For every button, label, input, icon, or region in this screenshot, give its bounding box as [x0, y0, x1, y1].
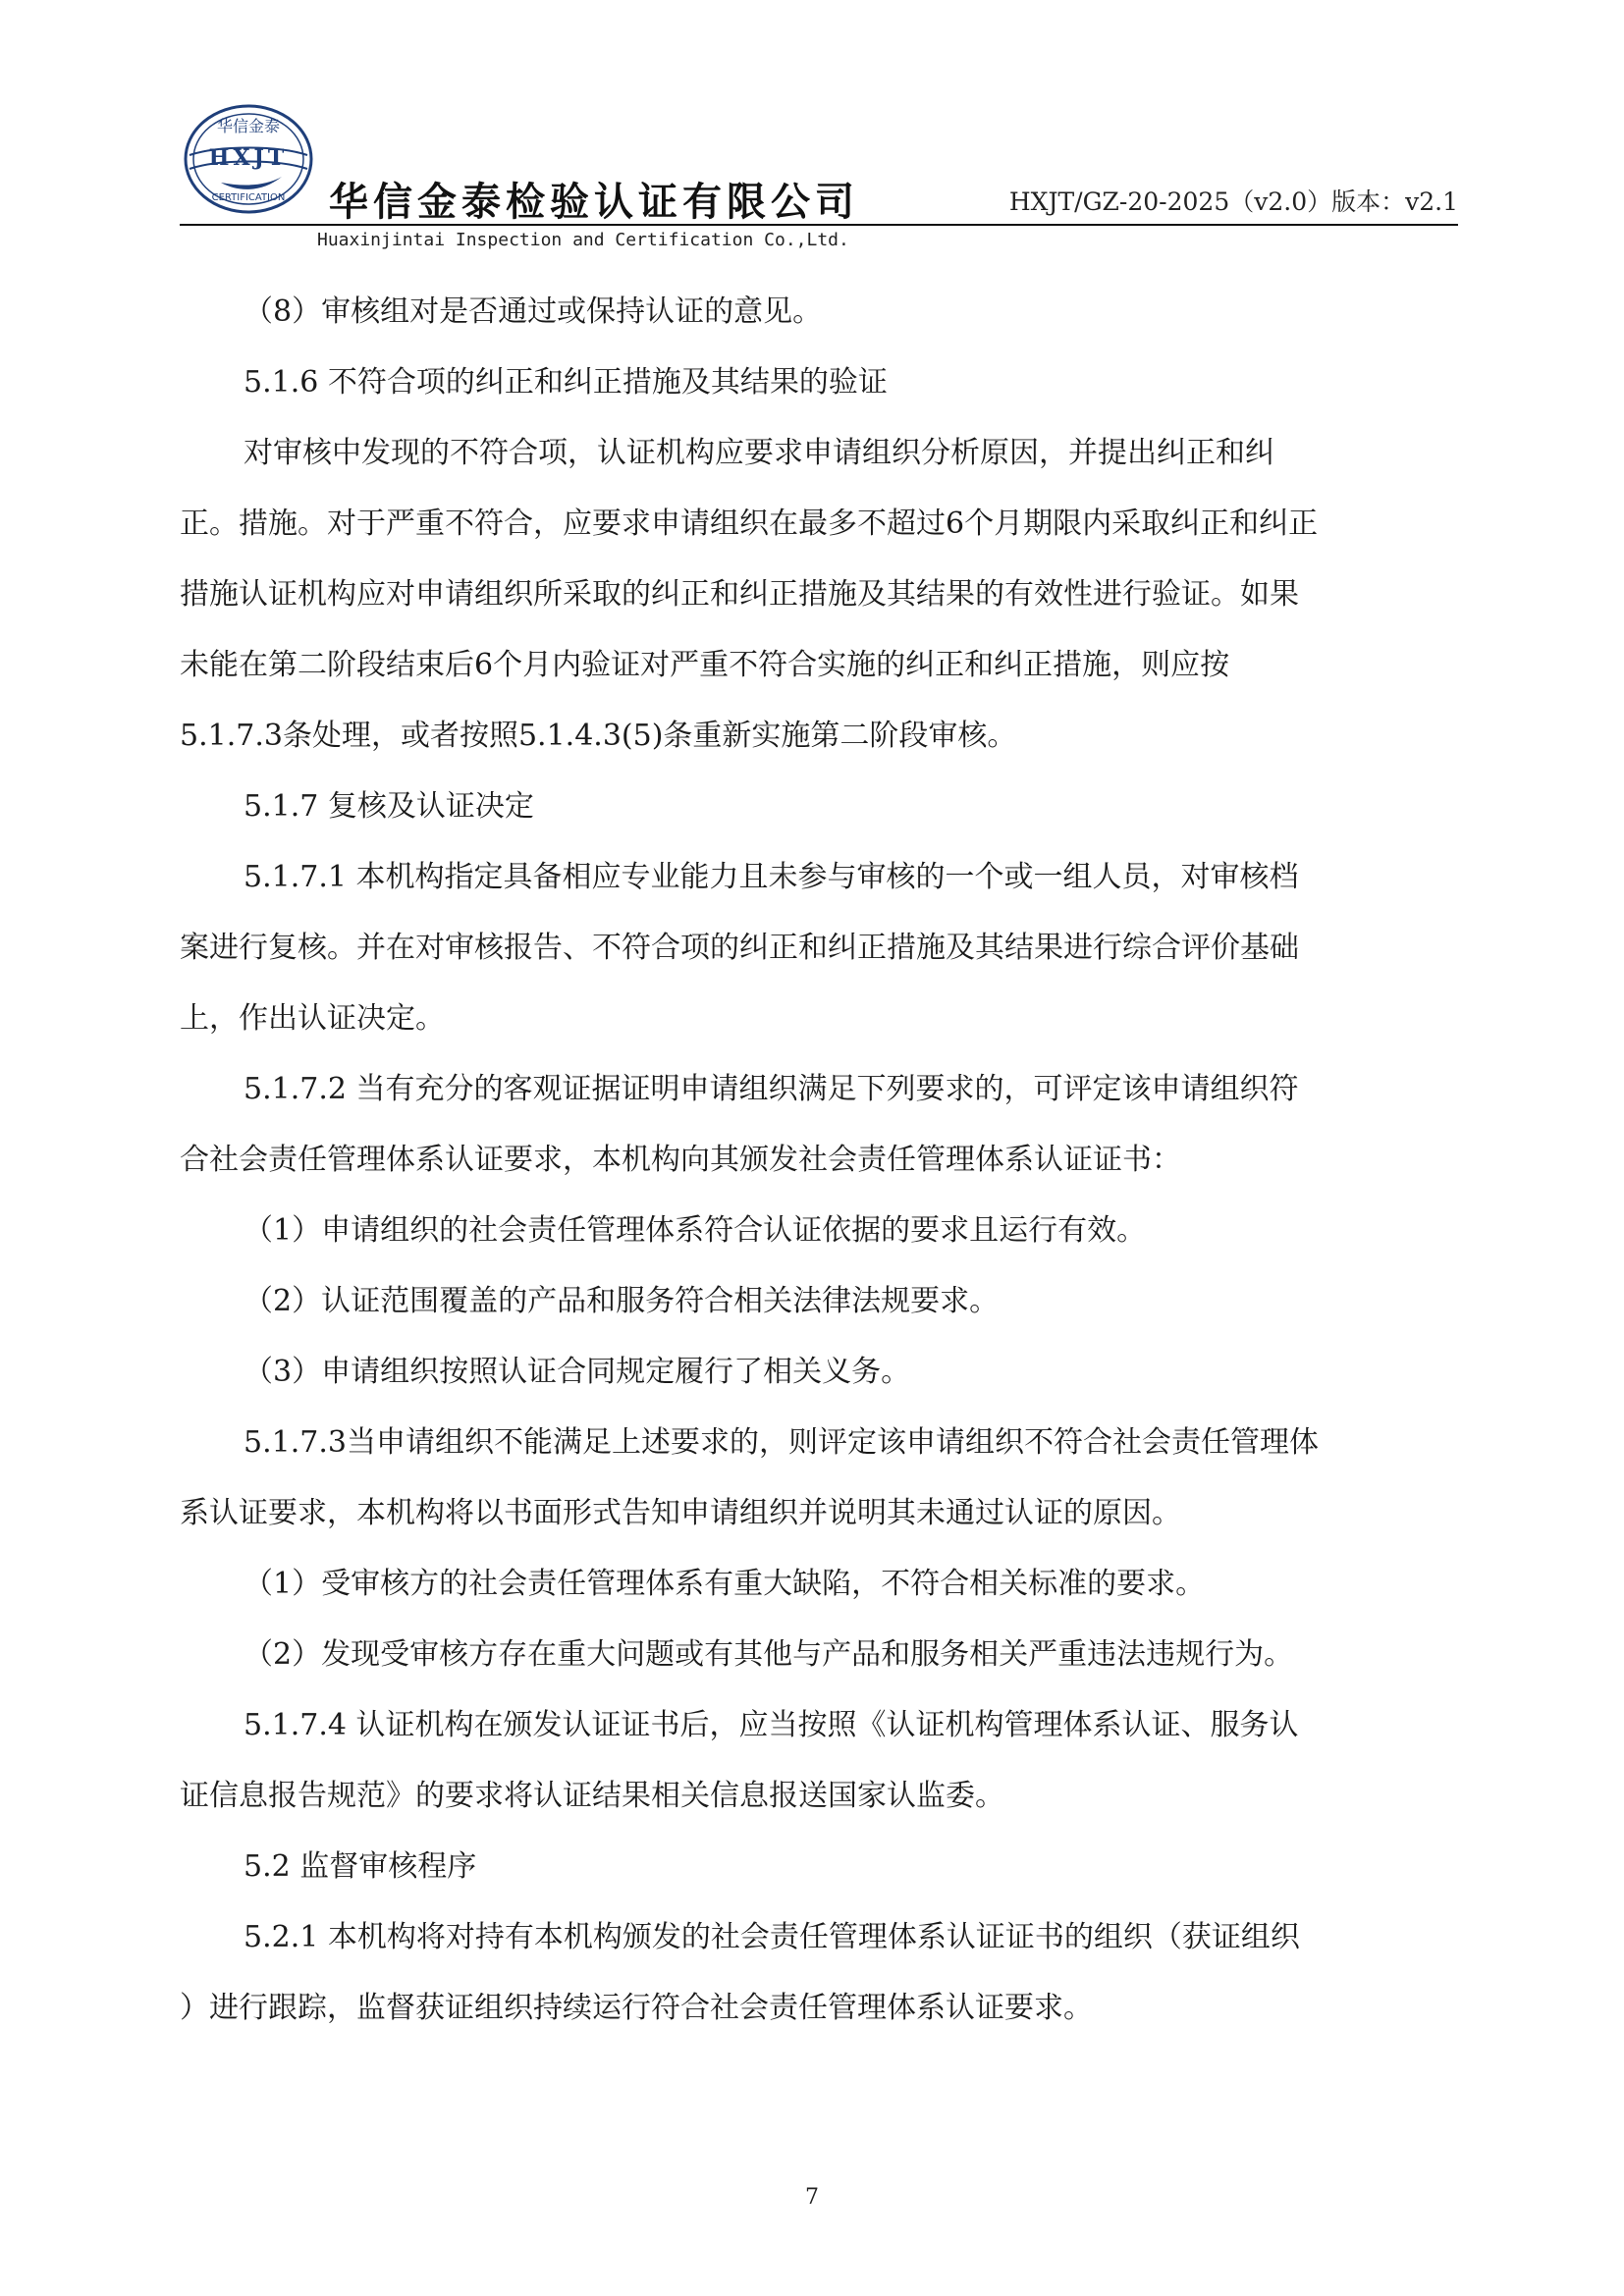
body-line: 合社会责任管理体系认证要求，本机构向其颁发社会责任管理体系认证证书：: [180, 1143, 1181, 1177]
logo-text-top: 华信金泰: [216, 117, 281, 135]
body-line: 上，作出认证决定。: [180, 1001, 445, 1036]
logo-text-main: HXJT: [208, 145, 289, 171]
logo-text-bottom: CERTIFICATION: [211, 192, 286, 203]
body-line: 系认证要求，本机构将以书面形式告知申请组织并说明其未通过认证的原因。: [180, 1496, 1181, 1530]
section-heading: 5.2 监督审核程序: [244, 1849, 477, 1884]
body-line: 正。措施。对于严重不符合，应要求申请组织在最多不超过6个月期限内采取纠正和纠正: [180, 507, 1319, 541]
body-line: 5.1.7.3当申请组织不能满足上述要求的，则评定该申请组织不符合社会责任管理体: [244, 1425, 1319, 1460]
body-line: 5.2.1 本机构将对持有本机构颁发的社会责任管理体系认证证书的组织（获证组织: [244, 1920, 1300, 1954]
company-name-en: Huaxinjintai Inspection and Certification Co.,Ltd.: [317, 230, 849, 250]
body-line: 5.1.7.2 当有充分的客观证据证明申请组织满足下列要求的，可评定该申请组织符: [244, 1072, 1299, 1106]
hxjt-logo: [180, 98, 317, 216]
body-line: 案进行复核。并在对审核报告、不符合项的纠正和纠正措施及其结果进行综合评价基础: [180, 931, 1299, 965]
body-line: （8）审核组对是否通过或保持认证的意见。: [244, 294, 823, 329]
header-divider: [180, 224, 1458, 226]
body-line: 措施认证机构应对申请组织所采取的纠正和纠正措施及其结果的有效性进行验证。如果: [180, 577, 1299, 612]
body-line: 5.1.7.4 认证机构在颁发认证证书后，应当按照《认证机构管理体系认证、服务认: [244, 1708, 1299, 1742]
body-line: 证信息报告规范》的要求将认证结果相关信息报送国家认监委。: [180, 1779, 1004, 1813]
body-line: 5.1.7.3条处理，或者按照5.1.4.3(5)条重新实施第二阶段审核。: [180, 719, 1017, 753]
section-heading: 5.1.7 复核及认证决定: [244, 789, 534, 824]
document-version: HXJT/GZ-20-2025（v2.0）版本：v2.1: [1008, 187, 1458, 216]
body-line: 5.1.7.1 本机构指定具备相应专业能力且未参与审核的一个或一组人员，对审核档: [244, 860, 1299, 894]
list-item: （1）申请组织的社会责任管理体系符合认证依据的要求且运行有效。: [244, 1213, 1147, 1248]
list-item: （2）发现受审核方存在重大问题或有其他与产品和服务相关严重违法违规行为。: [244, 1637, 1294, 1672]
list-item: （1）受审核方的社会责任管理体系有重大缺陷，不符合相关标准的要求。: [244, 1567, 1206, 1601]
company-name-cn: 华信金泰检验认证有限公司: [329, 180, 859, 225]
page-header: [180, 98, 1458, 255]
body-line: 对审核中发现的不符合项，认证机构应要求申请组织分析原因，并提出纠正和纠: [244, 436, 1274, 470]
page-number: 7: [805, 2185, 819, 2210]
body-line: 未能在第二阶段结束后6个月内验证对严重不符合实施的纠正和纠正措施，则应按: [180, 648, 1230, 682]
document-body: [180, 277, 1462, 2044]
body-line: ）进行跟踪，监督获证组织持续运行符合社会责任管理体系认证要求。: [180, 1991, 1093, 2025]
list-item: （3）申请组织按照认证合同规定履行了相关义务。: [244, 1355, 911, 1389]
list-item: （2）认证范围覆盖的产品和服务符合相关法律法规要求。: [244, 1284, 1000, 1318]
section-heading: 5.1.6 不符合项的纠正和纠正措施及其结果的验证: [244, 365, 888, 400]
